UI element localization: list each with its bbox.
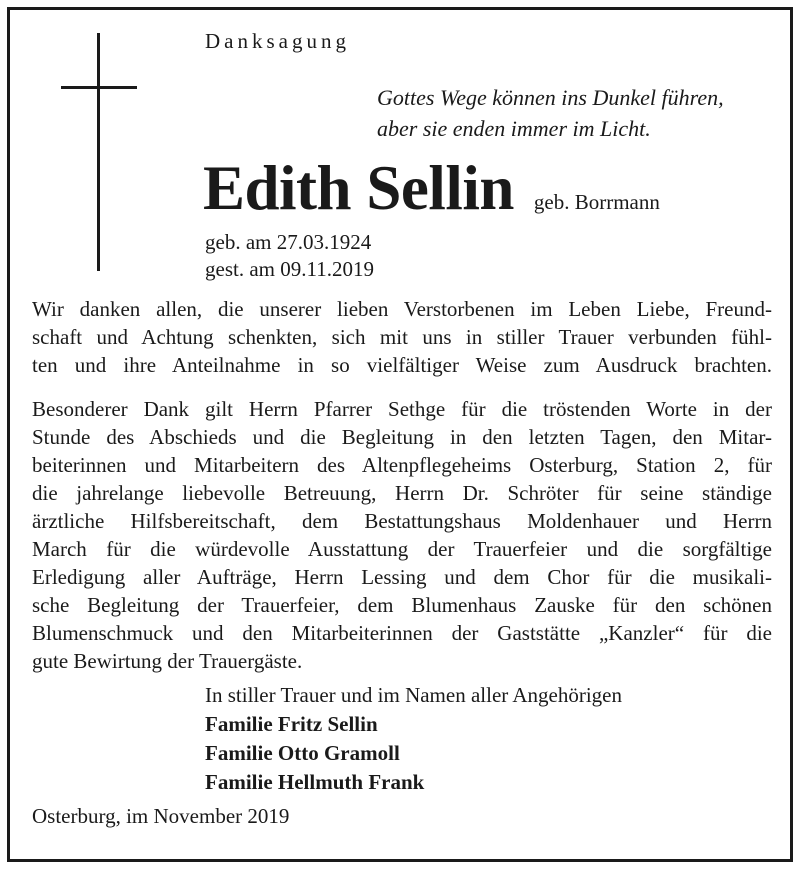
text-line: March für die würdevolle Ausstattung der Trauerfeier und die sorgfältige [32, 537, 772, 561]
text-line: Stunde des Abschieds und die Begleitung in den letzten Tagen, den Mitar- [32, 425, 772, 449]
text-line: gute Bewirtung der Trauergäste. [32, 649, 303, 673]
death-date: gest. am 09.11.2019 [205, 257, 374, 281]
text-line: Erledigung aller Aufträge, Herrn Lessing und dem Chor für die musikali- [32, 565, 772, 589]
text-line: sche Begleitung der Trauerfeier, dem Blumenhaus Zauske für den schönen [32, 593, 772, 617]
quote-line: aber sie enden immer im Licht. [377, 116, 651, 141]
text-line: Blumenschmuck und den Mitarbeiterinnen der Gaststätte „Kanzler“ für die [32, 621, 772, 645]
family-name: Familie Fritz Sellin [205, 712, 378, 736]
family-name: Familie Hellmuth Frank [205, 770, 425, 794]
notice-heading: Danksagung [205, 29, 350, 53]
quote-line: Gottes Wege können ins Dunkel führen, [377, 85, 724, 110]
signoff-intro: In stiller Trauer und im Namen aller Angehörigen [205, 683, 622, 707]
text-line: beiterinnen und Mitarbeitern des Altenpflegeheims Osterburg, Station 2, für [32, 453, 772, 477]
text-line: ärztliche Hilfsbereitschaft, dem Bestattungshaus Moldenhauer und Herrn [32, 509, 772, 533]
birth-date: geb. am 27.03.1924 [205, 230, 372, 254]
place-date: Osterburg, im November 2019 [32, 804, 290, 828]
family-name: Familie Otto Gramoll [205, 741, 400, 765]
deceased-name: Edith Sellin [203, 153, 514, 223]
special-thanks-paragraph [32, 395, 772, 675]
text-line: Besonderer Dank gilt Herrn Pfarrer Sethge für die tröstenden Worte in der [32, 397, 772, 421]
life-dates [205, 229, 374, 283]
text-line: die jahrelange liebevolle Betreuung, Herrn Dr. Schröter für seine ständige [32, 481, 772, 505]
text-line: Wir danken allen, die unserer lieben Verstorbenen im Leben Liebe, Freund- [32, 297, 772, 321]
cross-icon-crossbar [61, 86, 137, 89]
maiden-name: geb. Borrmann [533, 190, 660, 214]
cross-icon [97, 33, 100, 271]
text-line: schaft und Achtung schenkten, sich mit uns in stiller Trauer verbunden fühl- [32, 325, 772, 349]
deceased-name-line [203, 152, 660, 225]
quote [377, 82, 724, 144]
signoff [205, 681, 622, 797]
thanks-paragraph [32, 295, 772, 379]
text-line: ten und ihre Anteilnahme in so vielfältiger Weise zum Ausdruck brachten. [32, 353, 772, 377]
